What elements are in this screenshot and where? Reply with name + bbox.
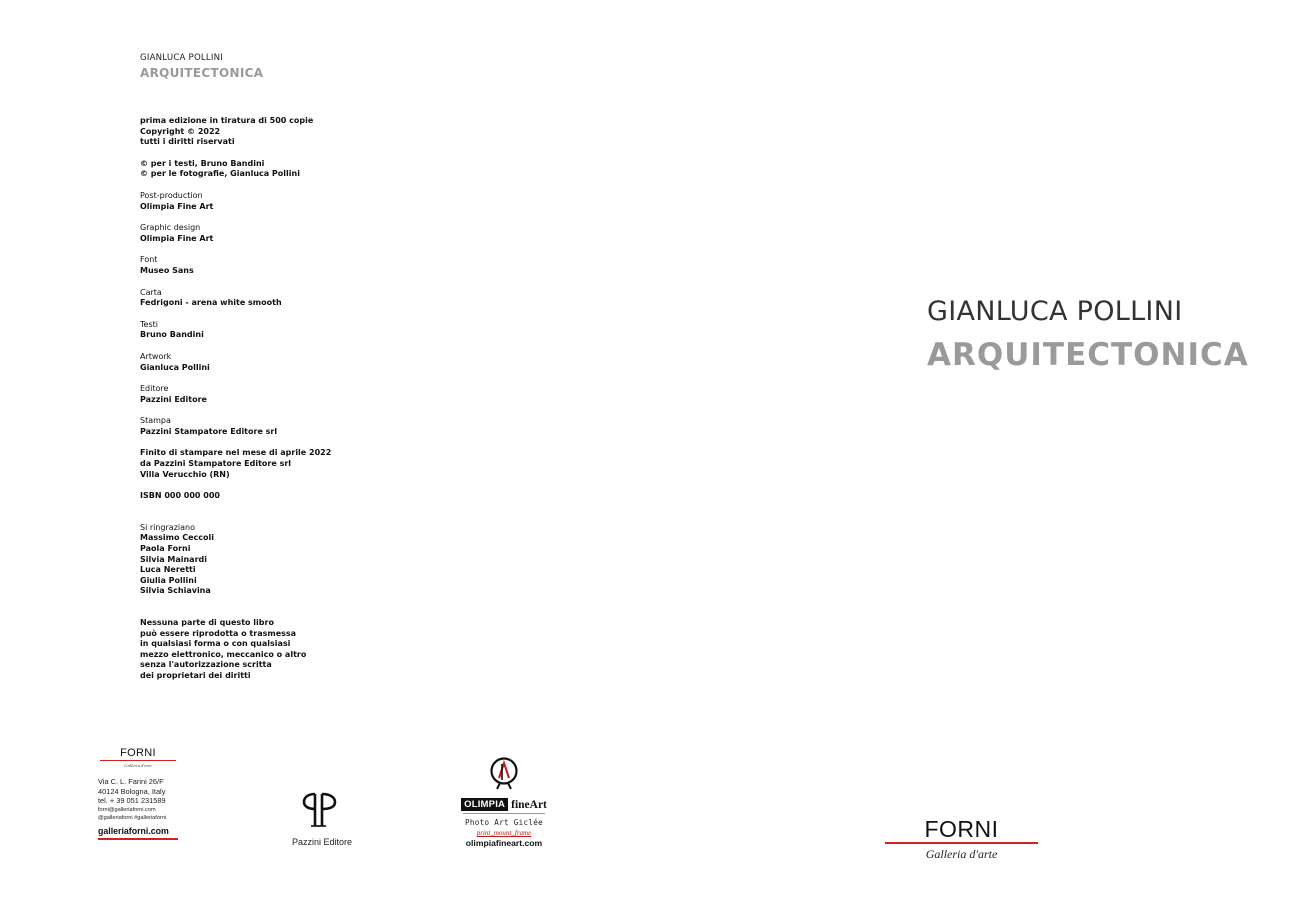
isbn: ISBN 000 000 000: [140, 491, 220, 501]
forni-website-rule: [98, 838, 178, 840]
edition-line: tutti i diritti riservati: [140, 137, 235, 147]
forni-address: [98, 777, 178, 822]
credit-value: Fedrigoni - arena white smooth: [140, 298, 282, 308]
credit-value: Olimpia Fine Art: [140, 233, 214, 243]
rights-line: senza l'autorizzazione scritta: [140, 660, 272, 670]
left-page-header: [140, 53, 263, 80]
forni-address-line: tel. + 39 051 231589: [98, 796, 166, 806]
olimpia-rule: [463, 813, 545, 814]
credit-graphic-design: [140, 223, 400, 244]
forni-logo-name: FORNI: [120, 747, 156, 759]
forni-gallery-card: [98, 747, 178, 840]
forni-big-subtitle: Galleria d'arte: [925, 846, 998, 861]
pazzini-editore-logo: [286, 790, 358, 847]
credit-label: Artwork: [140, 351, 172, 361]
printing-block: [140, 448, 400, 480]
olimpia-website: olimpiafineart.com: [465, 838, 543, 848]
rights-line: può essere riprodotta o trasmessa: [140, 628, 297, 638]
right-title: ARQUITECTONICA: [927, 337, 1249, 373]
credit-label: Testi: [140, 319, 158, 329]
left-title: ARQUITECTONICA: [140, 66, 264, 80]
edition-line: prima edizione in tiratura di 500 copie: [140, 116, 314, 125]
credit-label: Font: [140, 255, 158, 265]
printing-line: Villa Verucchio (RN): [140, 469, 230, 479]
right-author: GIANLUCA POLLINI: [927, 296, 1183, 327]
credit-label: Graphic design: [140, 223, 201, 233]
credit-label: Editore: [140, 384, 169, 394]
credit-value: Gianluca Pollini: [140, 362, 210, 372]
rights-block: [140, 618, 400, 682]
copyright-block: [140, 159, 400, 180]
credit-label: Post-production: [140, 190, 203, 200]
rights-line: Nessuna parte di questo libro: [140, 618, 274, 627]
credit-carta: [140, 288, 400, 309]
olimpia-fine-label: fineArt: [511, 798, 547, 811]
edition-block: [140, 116, 400, 148]
forni-contact-line: forni@galleriaforni.com: [98, 807, 156, 814]
edition-line: Copyright © 2022: [140, 126, 221, 136]
thanks-name: Paola Forni: [140, 544, 191, 554]
credit-value: Museo Sans: [140, 265, 194, 275]
credit-post-production: [140, 191, 400, 212]
thanks-name: Massimo Ceccoli: [140, 533, 215, 543]
thanks-name: Silvia Schiavina: [140, 586, 211, 596]
credit-label: Stampa: [140, 416, 171, 426]
credit-value: Pazzini Editore: [140, 394, 207, 404]
thanks-name: Giulia Pollini: [140, 575, 197, 585]
rights-line: dei proprietari dei diritti: [140, 670, 251, 680]
left-author: GIANLUCA POLLINI: [140, 53, 223, 63]
forni-red-rule: [100, 760, 176, 761]
credit-editore: [140, 384, 400, 405]
thanks-name: Silvia Mainardi: [140, 554, 207, 564]
right-page-header: [927, 296, 1249, 373]
credit-artwork: [140, 352, 400, 373]
forni-gallery-logo: [885, 816, 1038, 862]
thanks-block: [140, 523, 400, 597]
copyright-line: © per i testi, Bruno Bandini: [140, 158, 265, 168]
olimpia-fineart-logo: [457, 756, 551, 848]
forni-address-line: Via C. L. Farini 26/F: [98, 777, 164, 786]
pazzini-name: Pazzini Editore: [291, 837, 353, 847]
printing-line: Finito di stampare nel mese di aprile 2022: [140, 448, 332, 458]
credit-testi: [140, 320, 400, 341]
rights-line: in qualsiasi forma o con qualsiasi: [140, 639, 291, 649]
thanks-name: Luca Neretti: [140, 565, 196, 575]
forni-logo-subtitle: Galleria d'arte: [124, 763, 152, 768]
thanks-label: Si ringraziano: [140, 522, 195, 532]
copyright-line: © per le fotografie, Gianluca Pollini: [140, 169, 300, 179]
rights-line: mezzo elettronico, meccanico o altro: [140, 649, 307, 659]
olimpia-red-line: print_mount_frame: [476, 829, 532, 837]
forni-website: galleriaforni.com: [98, 826, 169, 837]
forni-big-name: FORNI: [924, 816, 999, 842]
credit-value: Pazzini Stampatore Editore srl: [140, 426, 278, 436]
credit-stampa: [140, 416, 400, 437]
forni-contact-line: @galleriaforni #galleriaforni: [98, 815, 167, 822]
forni-big-red-rule: [885, 842, 1038, 844]
olimpia-wordmark: [457, 798, 551, 811]
credit-value: Olimpia Fine Art: [140, 201, 214, 211]
olimpia-black-label: OLIMPIA: [461, 798, 508, 811]
printing-line: da Pazzini Stampatore Editore srl: [140, 459, 292, 469]
credit-value: Bruno Bandini: [140, 330, 204, 340]
credit-font: [140, 255, 400, 276]
olimpia-emblem-icon: [489, 756, 519, 790]
olimpia-subtitle: Photo Art Giclée: [465, 818, 543, 827]
forni-address-line: 40124 Bologna, Italy: [98, 786, 166, 796]
colophon: [140, 116, 400, 693]
pazzini-monogram-icon: [302, 790, 342, 828]
credit-label: Carta: [140, 287, 162, 297]
